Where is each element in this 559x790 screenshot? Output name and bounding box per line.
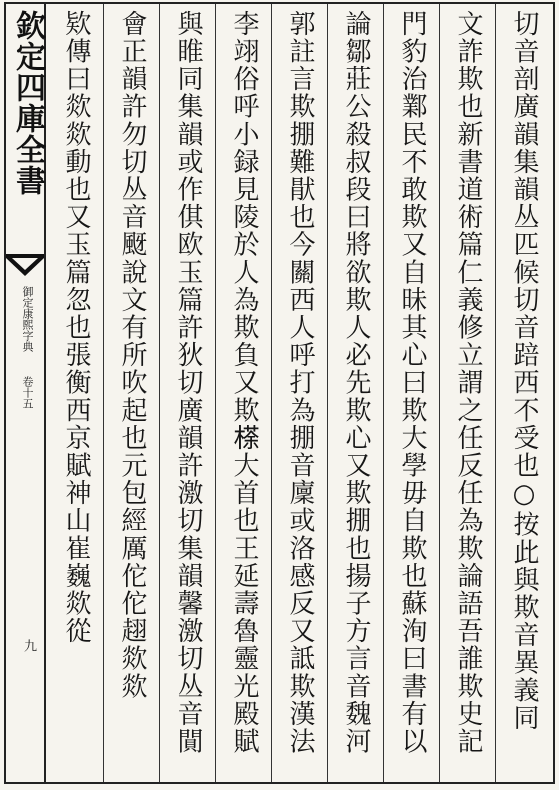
text-column-1: 切音剖廣韻集韻丛匹候切音踣西不受也○按此與欺音異義同: [509, 10, 539, 732]
column-rule: [271, 4, 272, 782]
text-column-9: 欵傳曰欻欻動也又玉篇忽也張衡西京賦神山崔巍欻從: [61, 10, 91, 645]
text-column-4: 論鄒莊公殺叔段曰將欲欺人必先欺心又欺掤也揚子方言音魏河: [341, 10, 371, 756]
column-rule: [103, 4, 104, 782]
text-column-3: 門豹治鄴民不敢欺又自昧其心曰欺大學毋自欺也蘇洵曰書有以: [397, 10, 427, 756]
section-label: 御定康熙字典: [21, 286, 34, 352]
text-column-7: 與睢同集韻或作倛欧玉篇許狄切廣韻許激切集韻馨激切丛音閴: [173, 10, 203, 756]
leaf-number: 九: [21, 639, 36, 652]
column-rule: [439, 4, 440, 782]
column-rule: [159, 4, 160, 782]
column-rule: [327, 4, 328, 782]
text-column-6: 李翊俗呼小録見陵於人為欺負又欺𣘻大首也王延壽魯靈光殿賦: [229, 10, 259, 756]
book-title: 欽定四庫全書: [10, 10, 45, 196]
volume-label: 卷十五: [21, 376, 34, 409]
text-column-8: 會正韻許勿切丛音颬說文有所吹起也元包經厲佗佗趐欻欻: [117, 10, 147, 700]
column-rule: [495, 4, 496, 782]
column-rule: [215, 4, 216, 782]
margin-strip: [6, 4, 46, 782]
column-rule: [383, 4, 384, 782]
text-column-2: 文詐欺也新書道術篇仁義修立謂之任反任為欺論語吾誰欺史記: [453, 10, 483, 756]
text-column-5: 郭註言欺掤難猒也今關西人呼打為掤音廩或洛感反又詆欺漢法: [285, 10, 315, 756]
text-body: [48, 4, 553, 782]
fishtail-mark-icon: [6, 254, 44, 280]
